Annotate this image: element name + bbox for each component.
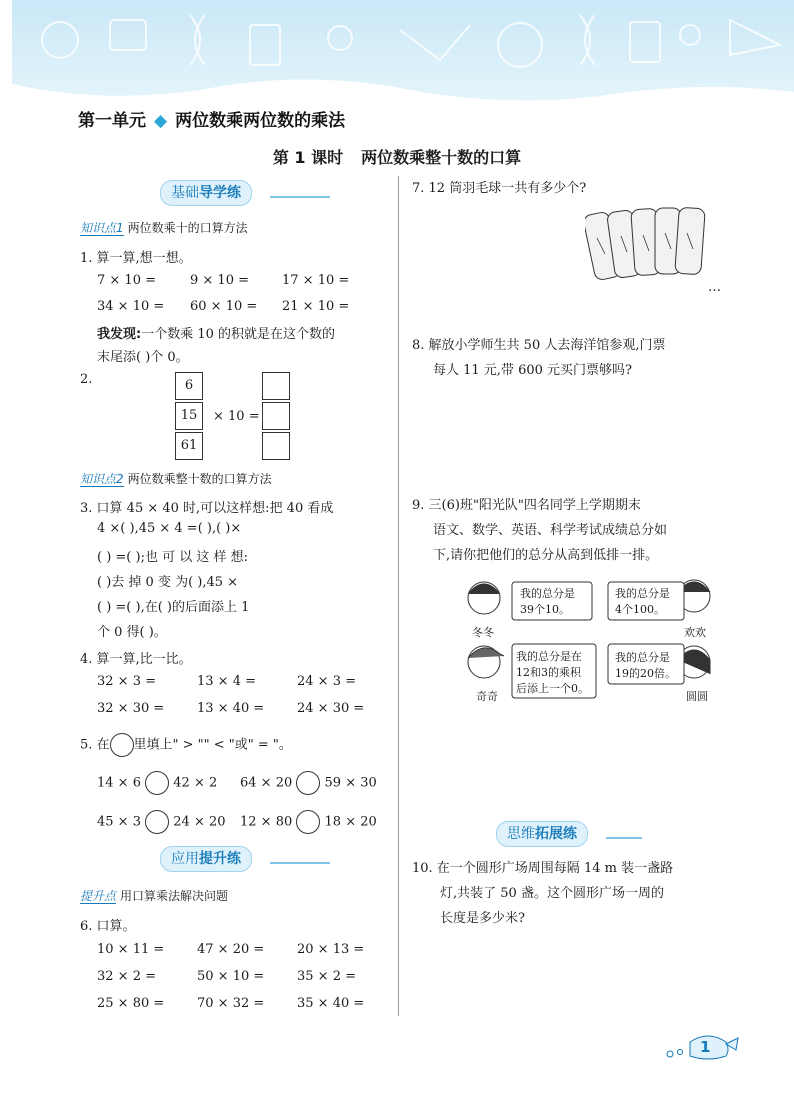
answer-circle[interactable] bbox=[145, 771, 169, 795]
compare-circle-icon bbox=[110, 733, 134, 757]
section-underline bbox=[270, 196, 330, 198]
q6-item: 20 × 13 = bbox=[297, 942, 365, 957]
q6-item: 10 × 11 = bbox=[97, 942, 165, 957]
q7-ellipsis: … bbox=[708, 280, 721, 295]
knowledge-point-2: 知识点2 两位数乘整十数的口算方法 bbox=[80, 472, 272, 486]
q4-item: 13 × 4 = bbox=[197, 674, 256, 689]
q8-line: 每人 11 元,带 600 元买门票够吗? bbox=[433, 363, 632, 378]
q1-item: 60 × 10 = bbox=[190, 299, 258, 314]
q4-label: 4. 算一算,比一比。 bbox=[80, 652, 192, 667]
student-name: 圆圆 bbox=[686, 690, 708, 703]
student-name: 欢欢 bbox=[684, 626, 706, 639]
bubble-text: 后添上一个0。 bbox=[516, 682, 589, 695]
q3-line: ( )去 掉 0 变 为( ),45 × bbox=[97, 575, 239, 590]
q1-item: 7 × 10 = bbox=[97, 273, 156, 288]
q1-finding: 我发现:一个数乘 10 的积就是在这个数的 bbox=[97, 327, 336, 342]
answer-circle[interactable] bbox=[145, 810, 169, 834]
q1-item: 17 × 10 = bbox=[282, 273, 350, 288]
q10-line: 灯,共装了 50 盏。这个圆形广场一周的 bbox=[440, 886, 664, 901]
q6-item: 70 × 32 = bbox=[197, 996, 265, 1011]
section-underline bbox=[606, 837, 642, 839]
improvement-point: 提升点 用口算乘法解决问题 bbox=[80, 889, 229, 903]
unit-topic: 两位数乘两位数的乘法 bbox=[175, 111, 346, 131]
bubble-text: 我的总分是在 bbox=[516, 650, 582, 663]
q8-line: 8. 解放小学师生共 50 人去海洋馆参观,门票 bbox=[412, 338, 666, 353]
q1-finding-2: 末尾添( )个 0。 bbox=[97, 350, 189, 365]
bubble-text: 4个100。 bbox=[615, 603, 665, 616]
q5-row: 64 × 20 59 × 30 bbox=[240, 771, 377, 795]
section-badge-extend: 思维拓展练 bbox=[496, 821, 588, 847]
q6-item: 32 × 2 = bbox=[97, 969, 156, 984]
page-number: 1 bbox=[700, 1038, 711, 1056]
q9-line: 9. 三(6)班"阳光队"四名同学上学期期末 bbox=[412, 498, 641, 513]
q2-answer-box[interactable] bbox=[262, 432, 290, 460]
lesson-number: 第 1 课时 bbox=[272, 148, 344, 167]
q5-row: 45 × 3 24 × 20 bbox=[97, 810, 226, 834]
q2-value-box: 15 bbox=[175, 402, 203, 430]
q2-value-box: 61 bbox=[175, 432, 203, 460]
q6-item: 25 × 80 = bbox=[97, 996, 165, 1011]
q6-label: 6. 口算。 bbox=[80, 919, 136, 934]
bubble-text: 39个10。 bbox=[520, 603, 570, 616]
q5-row: 12 × 80 18 × 20 bbox=[240, 810, 377, 834]
q4-item: 24 × 3 = bbox=[297, 674, 356, 689]
q10-line: 长度是多少米? bbox=[440, 911, 525, 926]
q1-item: 21 × 10 = bbox=[282, 299, 350, 314]
q2-answer-box[interactable] bbox=[262, 372, 290, 400]
q10-line: 10. 在一个圆形广场周围每隔 14 m 装一盏路 bbox=[412, 861, 674, 876]
q2-value-box: 6 bbox=[175, 372, 203, 400]
q4-item: 13 × 40 = bbox=[197, 701, 265, 716]
q5-row: 14 × 6 42 × 2 bbox=[97, 771, 217, 795]
q1-item: 9 × 10 = bbox=[190, 273, 249, 288]
q3-line: ( ) =( );也 可 以 这 样 想: bbox=[97, 550, 248, 565]
answer-circle[interactable] bbox=[296, 810, 320, 834]
q7-label: 7. 12 筒羽毛球一共有多少个? bbox=[412, 181, 587, 196]
q1-label: 1. 算一算,想一想。 bbox=[80, 251, 192, 266]
q4-item: 32 × 3 = bbox=[97, 674, 156, 689]
students-illustration bbox=[462, 574, 722, 704]
lesson-topic: 两位数乘整十数的口算 bbox=[361, 148, 522, 167]
q9-line: 下,请你把他们的总分从高到低排一排。 bbox=[433, 548, 659, 563]
q3-line: 4 ×( ),45 × 4 =( ),( )× bbox=[97, 521, 242, 536]
bubble-text: 我的总分是 bbox=[615, 651, 670, 664]
q5-label: 5. 在 里填上" > "" < "或" = "。 bbox=[80, 733, 292, 757]
bullet-icon: ◆ bbox=[154, 111, 168, 131]
student-name: 冬冬 bbox=[472, 626, 494, 639]
q9-line: 语文、数学、英语、科学考试成绩总分如 bbox=[433, 523, 668, 538]
unit-label: 第一单元 bbox=[78, 111, 146, 131]
q3-line: 3. 口算 45 × 40 时,可以这样想:把 40 看成 bbox=[80, 501, 334, 516]
section-underline bbox=[270, 862, 330, 864]
student-name: 奇奇 bbox=[476, 690, 498, 703]
q3-line: 个 0 得( )。 bbox=[97, 625, 167, 640]
q6-item: 35 × 2 = bbox=[297, 969, 356, 984]
q6-item: 35 × 40 = bbox=[297, 996, 365, 1011]
q6-item: 50 × 10 = bbox=[197, 969, 265, 984]
q4-item: 32 × 30 = bbox=[97, 701, 165, 716]
q2-label: 2. bbox=[80, 372, 93, 387]
unit-title bbox=[78, 106, 345, 131]
answer-circle[interactable] bbox=[296, 771, 320, 795]
knowledge-point-1: 知识点1 两位数乘十的口算方法 bbox=[80, 221, 248, 235]
section-badge-apply: 应用提升练 bbox=[160, 846, 252, 872]
lesson-title bbox=[0, 145, 794, 168]
q2-answer-box[interactable] bbox=[262, 402, 290, 430]
column-divider bbox=[398, 176, 399, 1016]
q4-item: 24 × 30 = bbox=[297, 701, 365, 716]
q3-line: ( ) =( ),在( )的后面添上 1 bbox=[97, 600, 250, 615]
q2-operator: × 10 = bbox=[213, 409, 260, 424]
bubble-text: 我的总分是 bbox=[615, 587, 670, 600]
bubble-text: 19的20倍。 bbox=[615, 667, 676, 680]
q1-item: 34 × 10 = bbox=[97, 299, 165, 314]
section-badge-basic: 基础导学练 bbox=[160, 180, 252, 206]
header-banner bbox=[0, 0, 794, 110]
shuttlecock-tubes-illustration bbox=[585, 203, 710, 283]
bubble-text: 12和3的乘积 bbox=[516, 666, 581, 679]
bubble-text: 我的总分是 bbox=[520, 587, 575, 600]
q6-item: 47 × 20 = bbox=[197, 942, 265, 957]
